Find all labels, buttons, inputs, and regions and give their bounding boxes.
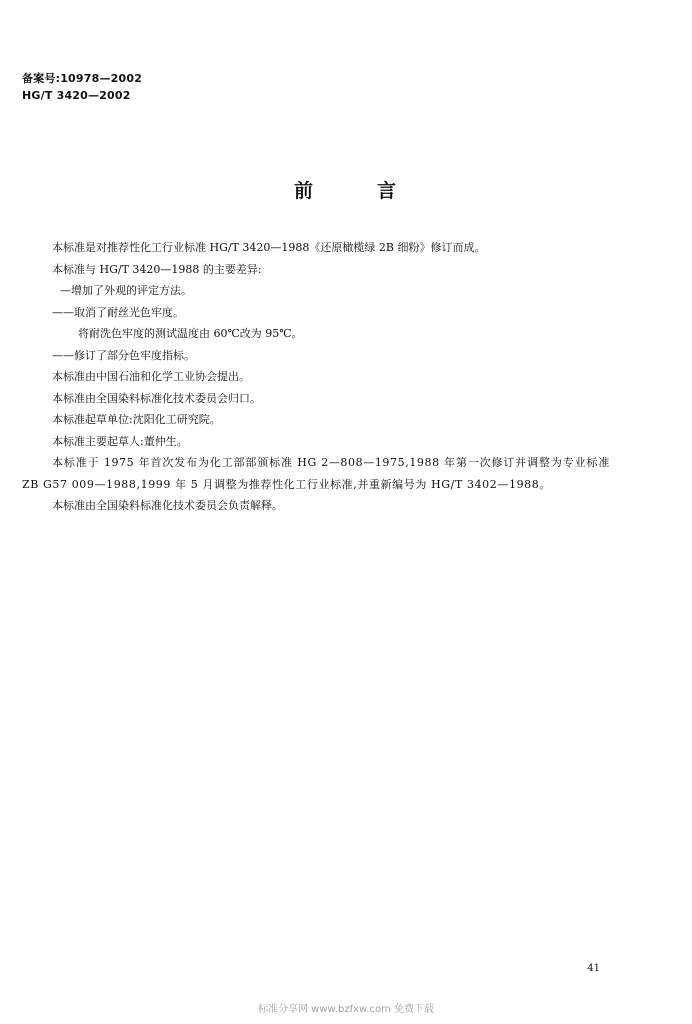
paragraph-interpretation: 本标准由全国染料标准化技术委员会负责解释。 xyxy=(52,499,283,512)
foreword-body xyxy=(22,237,622,517)
paragraph-drafter: 本标准主要起草人:董仲生。 xyxy=(52,434,188,448)
difference-item-washing: 将耐洗色牢度的测试温度由 60℃改为 95℃。 xyxy=(78,327,303,340)
standard-code: HG/T 3420—2002 xyxy=(22,89,131,102)
difference-item-fastness: ——修订了部分色牢度指标。 xyxy=(52,348,195,362)
record-number: 备案号:10978—2002 xyxy=(22,72,143,85)
difference-item-appearance: —增加了外观的评定方法。 xyxy=(60,284,192,297)
page-title xyxy=(0,176,692,203)
document-header xyxy=(22,70,142,104)
paragraph-drafting-unit: 本标准起草单位:沈阳化工研究院。 xyxy=(52,413,221,426)
page-number: 41 xyxy=(587,963,600,974)
difference-item-mercerizing: ——取消了耐丝光色牢度。 xyxy=(52,305,184,319)
title-char-2: 言 xyxy=(377,180,399,202)
paragraph-history: 本标准于 1975 年首次发布为化工部部颁标准 HG 2—808—1975,1988 年第一次修订并调整为专业标准 ZB G57 009—1988,1999 年 5 月调整为推荐性化工行业标准,并重新编号为 HG/T 3402—1988。 xyxy=(22,456,610,491)
footer-watermark: 标准分享网 www.bzfxw.com 免费下载 xyxy=(258,1004,434,1015)
paragraph-revision-source: 本标准是对推荐性化工行业标准 HG/T 3420—1988《还原橄榄绿 2B 细粉》修订而成。 xyxy=(52,241,486,254)
title-char-1: 前 xyxy=(293,180,315,202)
paragraph-proposer: 本标准由中国石油和化学工业协会提出。 xyxy=(52,370,250,383)
paragraph-administrator: 本标准由全国染料标准化技术委员会归口。 xyxy=(52,391,261,405)
paragraph-main-differences: 本标准与 HG/T 3420—1988 的主要差异: xyxy=(52,262,262,276)
